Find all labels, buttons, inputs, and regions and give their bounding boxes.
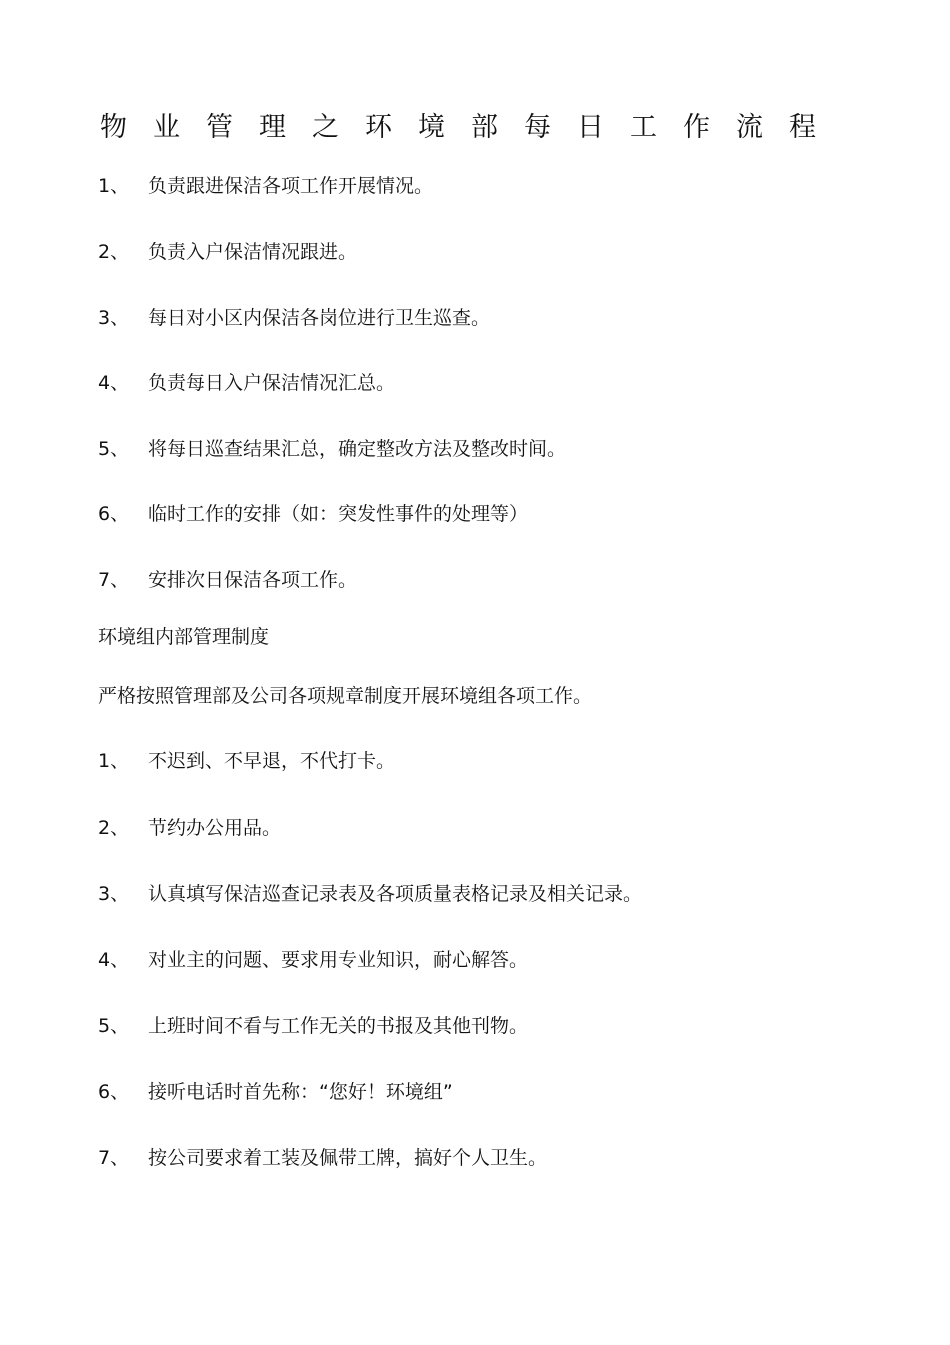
workflow-item-3 — [98, 303, 490, 333]
section-title: 环境组内部管理制度 — [98, 626, 270, 648]
rule-item-5 — [98, 1011, 528, 1041]
document-title: 物业管理之环境部每日工作流程 — [100, 112, 842, 143]
item-number: 1、 — [98, 175, 130, 197]
item-number: 6、 — [98, 503, 130, 525]
workflow-item-5 — [98, 434, 566, 464]
workflow-item-2 — [98, 237, 357, 267]
item-text: 临时工作的安排（如：突发性事件的处理等） — [148, 503, 529, 525]
item-number: 7、 — [98, 569, 130, 591]
item-text: 负责入户保洁情况跟进。 — [148, 241, 358, 263]
rule-item-1 — [98, 746, 395, 776]
item-text: 认真填写保洁巡查记录表及各项质量表格记录及相关记录。 — [148, 883, 643, 905]
rule-item-2 — [98, 813, 281, 843]
item-number: 5、 — [98, 1015, 130, 1037]
item-text: 对业主的问题、要求用专业知识，耐心解答。 — [148, 949, 529, 971]
item-number: 7、 — [98, 1147, 130, 1169]
item-text: 不迟到、不早退，不代打卡。 — [148, 750, 396, 772]
item-number: 1、 — [98, 750, 130, 772]
item-text: 将每日巡查结果汇总，确定整改方法及整改时间。 — [148, 438, 567, 460]
item-number: 4、 — [98, 949, 130, 971]
rule-item-6 — [98, 1077, 453, 1107]
item-text: 负责跟进保洁各项工作开展情况。 — [148, 175, 434, 197]
item-number: 6、 — [98, 1081, 130, 1103]
item-number: 3、 — [98, 307, 130, 329]
item-number: 4、 — [98, 372, 130, 394]
item-text: 节约办公用品。 — [148, 817, 282, 839]
section-intro: 严格按照管理部及公司各项规章制度开展环境组各项工作。 — [98, 685, 593, 707]
item-number: 3、 — [98, 883, 130, 905]
item-text: 上班时间不看与工作无关的书报及其他刊物。 — [148, 1015, 529, 1037]
item-text: 负责每日入户保洁情况汇总。 — [148, 372, 396, 394]
item-text: 安排次日保洁各项工作。 — [148, 569, 358, 591]
item-number: 2、 — [98, 241, 130, 263]
workflow-item-1 — [98, 171, 433, 201]
workflow-item-7 — [98, 565, 357, 595]
item-text: 每日对小区内保洁各岗位进行卫生巡查。 — [148, 307, 491, 329]
rule-item-3 — [98, 879, 642, 909]
workflow-item-4 — [98, 368, 395, 398]
rule-item-4 — [98, 945, 528, 975]
item-text: 按公司要求着工装及佩带工牌，搞好个人卫生。 — [148, 1147, 548, 1169]
item-number: 5、 — [98, 438, 130, 460]
item-number: 2、 — [98, 817, 130, 839]
rule-item-7 — [98, 1143, 547, 1173]
workflow-item-6 — [98, 499, 528, 529]
item-text: 接听电话时首先称：“您好！环境组” — [148, 1081, 453, 1103]
